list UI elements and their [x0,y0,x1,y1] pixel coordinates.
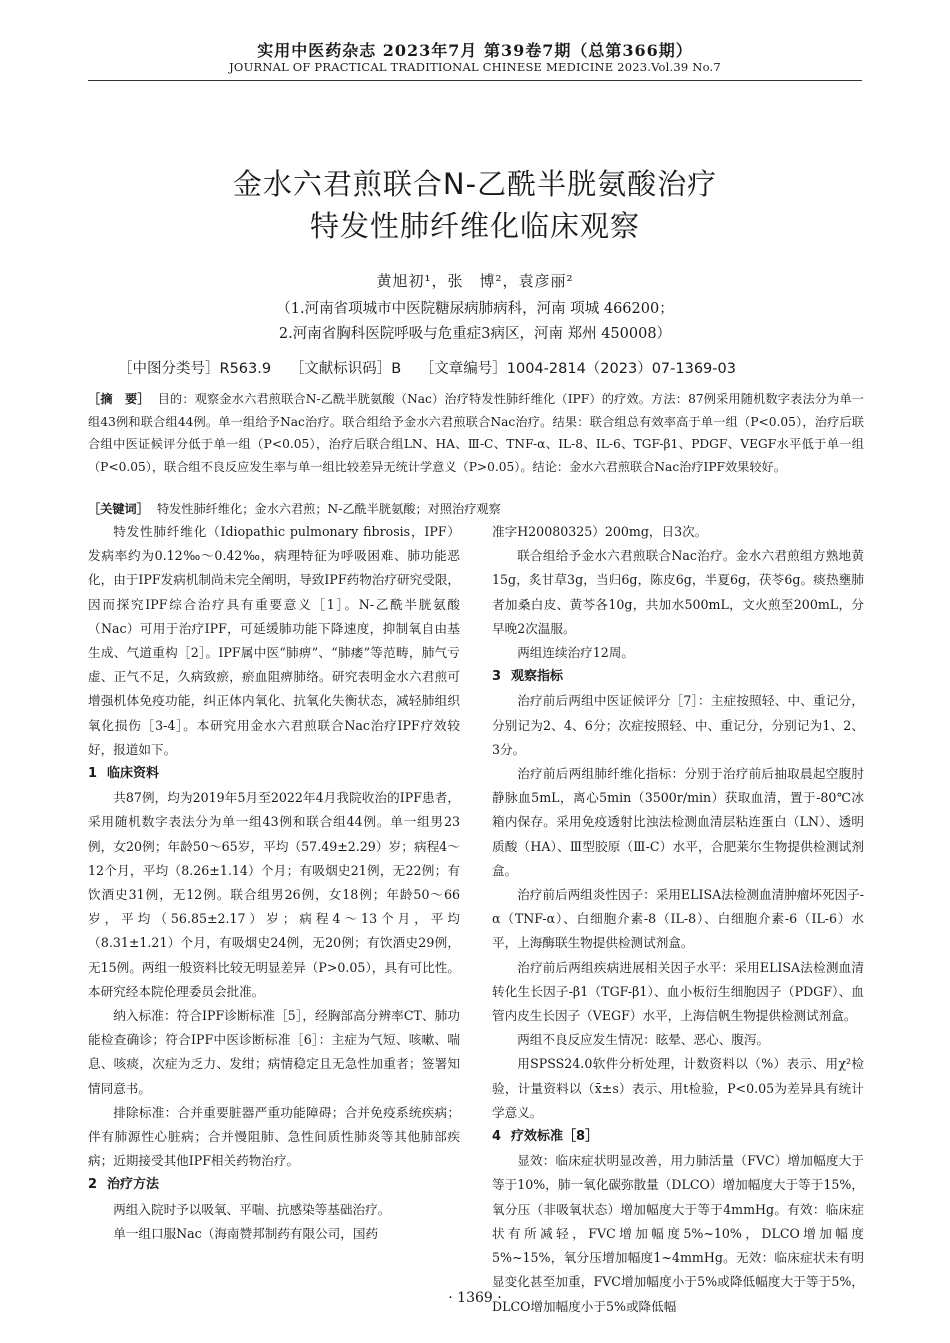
body-paragraph: 联合组给予金水六君煎联合Nac治疗。金水六君煎组方熟地黄15g，炙甘草3g，当归6g，陈皮6g，半夏6g，茯苓6g。痰热壅肺者加桑白皮、黄芩各10g，共加水500mL，文火煎至200mL，分早晚2次温服。 [492,548,864,636]
section-title: 疗效标准［8］ [511,1129,599,1145]
section-heading [492,665,864,689]
section-number: 4 [492,1129,502,1145]
journal-header-cn: 实用中医药杂志 2023年7月 第39卷7期（总第366期） [257,41,693,60]
keywords [88,498,864,521]
header-divider [88,80,862,81]
section-number: 1 [88,766,98,782]
body-paragraph: 治疗前后两组炎性因子：采用ELISA法检测血清肿瘤坏死因子-α（TNF-α）、白细胞介素-8（IL-8）、白细胞介素-6（IL-6）水平，上海酶联生物提供检测试剂盒。 [492,887,864,951]
body-paragraph: 两组连续治疗12周。 [517,645,634,661]
abstract-text: 目的：观察金水六君煎联合N-乙酰半胱氨酸（Nac）治疗特发性肺纤维化（IPF）的疗效。方法：87例采用随机数字表法分为单一组43例和联合组44例。单一组给予Nac治疗。联合组给予金水六君煎联合Nac治疗。结果：联合组总有效率高于单一组（P<0.05），治疗后联合组中医证候评分低于单一组（P<0.05），治疗后联合组LN、HA、Ⅲ-C、TNF-α、IL-8、IL-6、TGF-β1、PDGF、VEGF水平低于单一组（P<0.05），联合组不良反应发生率与单一组比较差异无统计学意义（P>0.05）。结论：金水六君煎联合Nac治疗IPF效果较好。 [88,392,864,474]
body-paragraph: 两组入院时予以吸氧、平喘、抗感染等基础治疗。 [113,1201,391,1217]
journal-header-en: JOURNAL OF PRACTICAL TRADITIONAL CHINESE MEDICINE 2023.Vol.39 No.7 [229,60,721,74]
section-heading [492,1125,864,1149]
body-paragraph: 排除标准：合并重要脏器严重功能障碍；合并免疫系统疾病；伴有肺源性心脏病；合并慢阻肺、急性间质性肺炎等其他肺部疾病；近期接受其他IPF相关药物治疗。 [88,1104,460,1169]
section-title: 临床资料 [107,766,160,782]
section-title: 观察指标 [511,669,564,685]
body-paragraph: 共87例，均为2019年5月至2022年4月我院收治的IPF患者，采用随机数字表法分为单一组43例和联合组44例。单一组男23例，女20例；年龄50～65岁，平均（57.49±2.29）岁；病程4～12个月，平均（8.26±1.14）个月；有吸烟史21例，无22例；有饮酒史31例，无12例。联合组男26例，女18例；年龄50～66岁，平均（56.85±2.17）岁；病程4～13个月，平均（8.31±1.21）个月，有吸烟史24例，无20例；有饮酒史29例，无15例。两组一般资料比较无明显差异（P>0.05），具有可比性。本研究经本院伦理委员会批准。 [88,790,460,999]
affiliation-1: （1.河南省项城市中医院糖尿病肺病科，河南 项城 466200； [276,301,674,317]
body-left-column [88,520,460,1246]
body-paragraph: 用SPSS24.0软件分析处理，计数资料以（%）表示、用χ²检验，计量资料以（x̄±s）表示、用t检验，P<0.05为差异具有统计学意义。 [492,1056,864,1120]
body-paragraph: 治疗前后两组中医证候评分［7］：主症按照轻、中、重记分，分别记为2、4、6分；次症按照轻、中、重记分，分别记为1、2、3分。 [492,693,864,757]
article-number: ［文章编号］1004-2814（2023）07-1369-03 [419,361,736,377]
clc-number: ［中图分类号］R563.9 [118,361,272,377]
body-paragraph: 单一组口服Nac（海南赞邦制药有限公司，国药 [113,1225,379,1241]
section-number: 3 [492,669,502,685]
authors: 黄旭初¹，张 博²，袁彦丽² [376,272,574,290]
keywords-label: ［关键词］ [88,502,149,516]
affiliation-2: 2.河南省胸科医院呼吸与危重症3病区，河南 郑州 450008） [278,326,672,342]
body-paragraph: 准字H20080325）200mg，日3次。 [492,524,708,539]
classification-line [118,357,838,378]
body-paragraph: 特发性肺纤维化（Idiopathic pulmonary fibrosis，IPF）发病率约为0.12‰～0.42‰，病理特征为呼吸困难、肺功能恶化，由于IPF发病机制尚未完全阐明，导致IPF药物治疗研究受限，因而探究IPF综合治疗具有重要意义［1］。N-乙酰半胱氨酸（Nac）可用于治疗IPF，可延缓肺功能下降速度，抑制氧自由基生成、气道重构［2］。IPF属中医“肺痹”、“肺痿”等范畴，肺气亏虚、正气不足，久病致瘀，瘀血阻痹肺络。研究表明金水六君煎可增强机体免疫功能，纠正体内氧化、抗氧化失衡状态，减轻肺组织氧化损伤［3-4］。本研究用金水六君煎联合Nac治疗IPF疗效较好，报道如下。 [88,524,460,757]
section-title: 治疗方法 [107,1177,160,1193]
section-number: 2 [88,1177,98,1193]
document-code: ［文献标识码］B [289,361,402,377]
abstract-label: ［摘 要］ [88,392,150,406]
section-heading [88,762,460,786]
body-paragraph: 显效：临床症状明显改善，用力肺活量（FVC）增加幅度大于等于10%，肺一氧化碳弥散量（DLCO）增加幅度大于等于15%，氧分压（非吸氧状态）增加幅度大于等于4mmHg。有效：临床症状有所减轻，FVC增加幅度5%~10%，DLCO增加幅度5%~15%，氧分压增加幅度1~4mmHg。无效：临床症状未有明显变化甚至加重，FVC增加幅度小于5%或降低幅度大于等于5%，DLCO增加幅度小于5%或降低幅 [492,1153,864,1314]
body-paragraph: 治疗前后两组肺纤维化指标：分别于治疗前后抽取晨起空腹肘静脉血5mL，离心5min（3500r/min）获取血清，置于-80℃冰箱内保存。采用免疫透射比浊法检测血清层粘连蛋白（LN）、透明质酸（HA）、Ⅲ型胶原（Ⅲ-C）水平，合肥莱尔生物提供检测试剂盒。 [492,766,864,878]
keywords-text: 特发性肺纤维化；金水六君煎；N-乙酰半胱氨酸；对照治疗观察 [156,502,501,516]
section-heading [88,1173,460,1197]
abstract [88,388,864,478]
page-number: · 1369 · [448,1290,502,1306]
body-right-column [492,520,864,1319]
body-paragraph: 纳入标准：符合IPF诊断标准［5］，经胸部高分辨率CT、肺功能检查确诊；符合IPF中医诊断标准［6］：主症为气短、咳嗽、喘息、咳痰，次症为乏力、发绀；病情稳定且无急性加重者；签署知情同意书。 [88,1008,460,1096]
article-title-line1: 金水六君煎联合N-乙酰半胱氨酸治疗 [232,167,718,201]
body-paragraph: 治疗前后两组疾病进展相关因子水平：采用ELISA法检测血清转化生长因子-β1（TGF-β1）、血小板衍生细胞因子（PDGF）、血管内皮生长因子（VEGF）水平，上海信帆生物提供检测试剂盒。 [492,959,864,1024]
article-title-line2: 特发性肺纤维化临床观察 [309,209,640,243]
body-paragraph: 两组不良反应发生情况：眩晕、恶心、腹泻。 [517,1032,770,1048]
